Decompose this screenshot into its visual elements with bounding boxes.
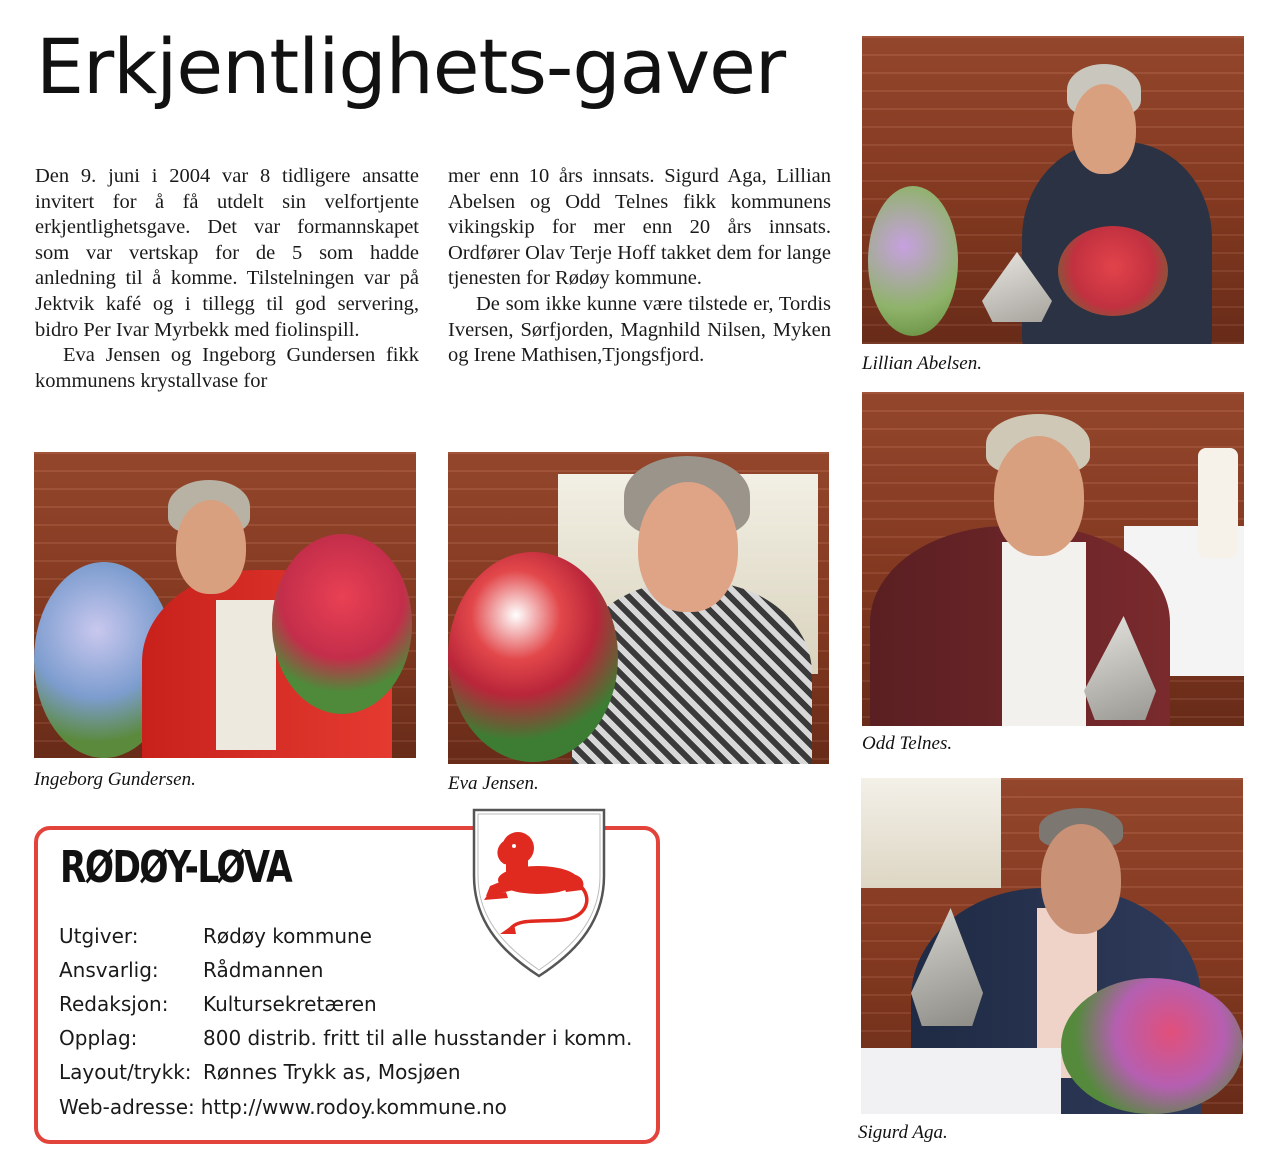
masthead-label: Redaksjon:: [59, 992, 169, 1016]
masthead-value: Rønnes Trykk as, Mosjøen: [203, 1060, 461, 1084]
thermos: [1198, 448, 1238, 558]
masthead-value: Rødøy kommune: [203, 924, 372, 948]
masthead-value: 800 distrib. fritt til alle husstander i komm.: [203, 1026, 633, 1050]
photo-eva-jensen: [448, 452, 829, 764]
masthead-label: Opplag:: [59, 1026, 138, 1050]
flower-bouquet: [448, 552, 618, 762]
masthead-value: Kultursekretæren: [203, 992, 377, 1016]
masthead-brand: RØDØY-LØVA: [60, 842, 292, 893]
person-face: [638, 482, 738, 612]
masthead-row: [59, 924, 372, 952]
photo-caption: Odd Telnes.: [862, 733, 953, 754]
person-face: [1072, 84, 1136, 174]
photo-caption: Ingeborg Gundersen.: [34, 769, 196, 790]
person-face: [176, 500, 246, 594]
masthead-row: [59, 992, 377, 1020]
flower-bouquet: [1061, 978, 1243, 1114]
article-paragraph: De som ikke kunne være tilstede er, Tordis Iversen, Sørfjorden, Magnhild Nilsen, Myken og Irene Mathisen,Tjongsfjord.: [448, 292, 831, 367]
masthead-label: Web-adresse:: [59, 1095, 195, 1119]
person-shirt: [1002, 542, 1086, 726]
photo-odd-telnes: [862, 392, 1244, 726]
photo-caption: Sigurd Aga.: [858, 1122, 948, 1143]
masthead-label: Ansvarlig:: [59, 958, 159, 982]
article-paragraph: Den 9. juni i 2004 var 8 tidligere ansatte invitert for å få utdelt sin velfortjente erkjentlighetsgave. Det var formannskapet som var vertskap for de 5 som hadde anledning til å komme. Tilstelningen var på Jektvik kafé og i tillegg til god servering, bidro Per Ivar Myrbekk med fiolinspill.: [35, 165, 419, 341]
masthead-label: Layout/trykk:: [59, 1060, 192, 1084]
masthead-row: [59, 1026, 632, 1054]
masthead-value: Rådmannen: [203, 958, 324, 982]
article-title: Erkjentlighets-gaver: [36, 22, 786, 111]
table: [861, 1048, 1061, 1114]
article-column-1: [35, 164, 419, 394]
flower-bouquet: [272, 534, 412, 714]
masthead-row: [59, 1060, 461, 1088]
masthead-row: [59, 1095, 507, 1123]
flower-bouquet: [1058, 226, 1168, 316]
masthead-label: Utgiver:: [59, 924, 139, 948]
lion-crest-icon: [470, 806, 608, 980]
photo-caption: Lillian Abelsen.: [862, 353, 982, 374]
article-paragraph: Eva Jensen og Ingeborg Gundersen fikk kommunens krystallvase for: [35, 344, 419, 392]
web-address-link[interactable]: http://www.rodoy.kommune.no: [200, 1095, 507, 1119]
photo-caption: Eva Jensen.: [448, 773, 539, 794]
photo-ingeborg-gundersen: [34, 452, 416, 758]
article-paragraph: mer enn 10 års innsats. Sigurd Aga, Lillian Abelsen og Odd Telnes fikk kommunens vikingskip for mer enn 20 års innsats. Ordfører Olav Terje Hoff takket dem for lange tjenesten for Rødøy kommune.: [448, 165, 831, 290]
article-column-2: [448, 164, 831, 369]
person-face: [994, 436, 1084, 556]
flower-bouquet: [868, 186, 958, 336]
person-face: [1041, 824, 1121, 934]
photo-lillian-abelsen: [862, 36, 1244, 344]
person-shirt: [216, 600, 276, 750]
photo-sigurd-aga: [861, 778, 1243, 1114]
window-curtain: [861, 778, 1001, 888]
masthead-row: [59, 958, 323, 986]
